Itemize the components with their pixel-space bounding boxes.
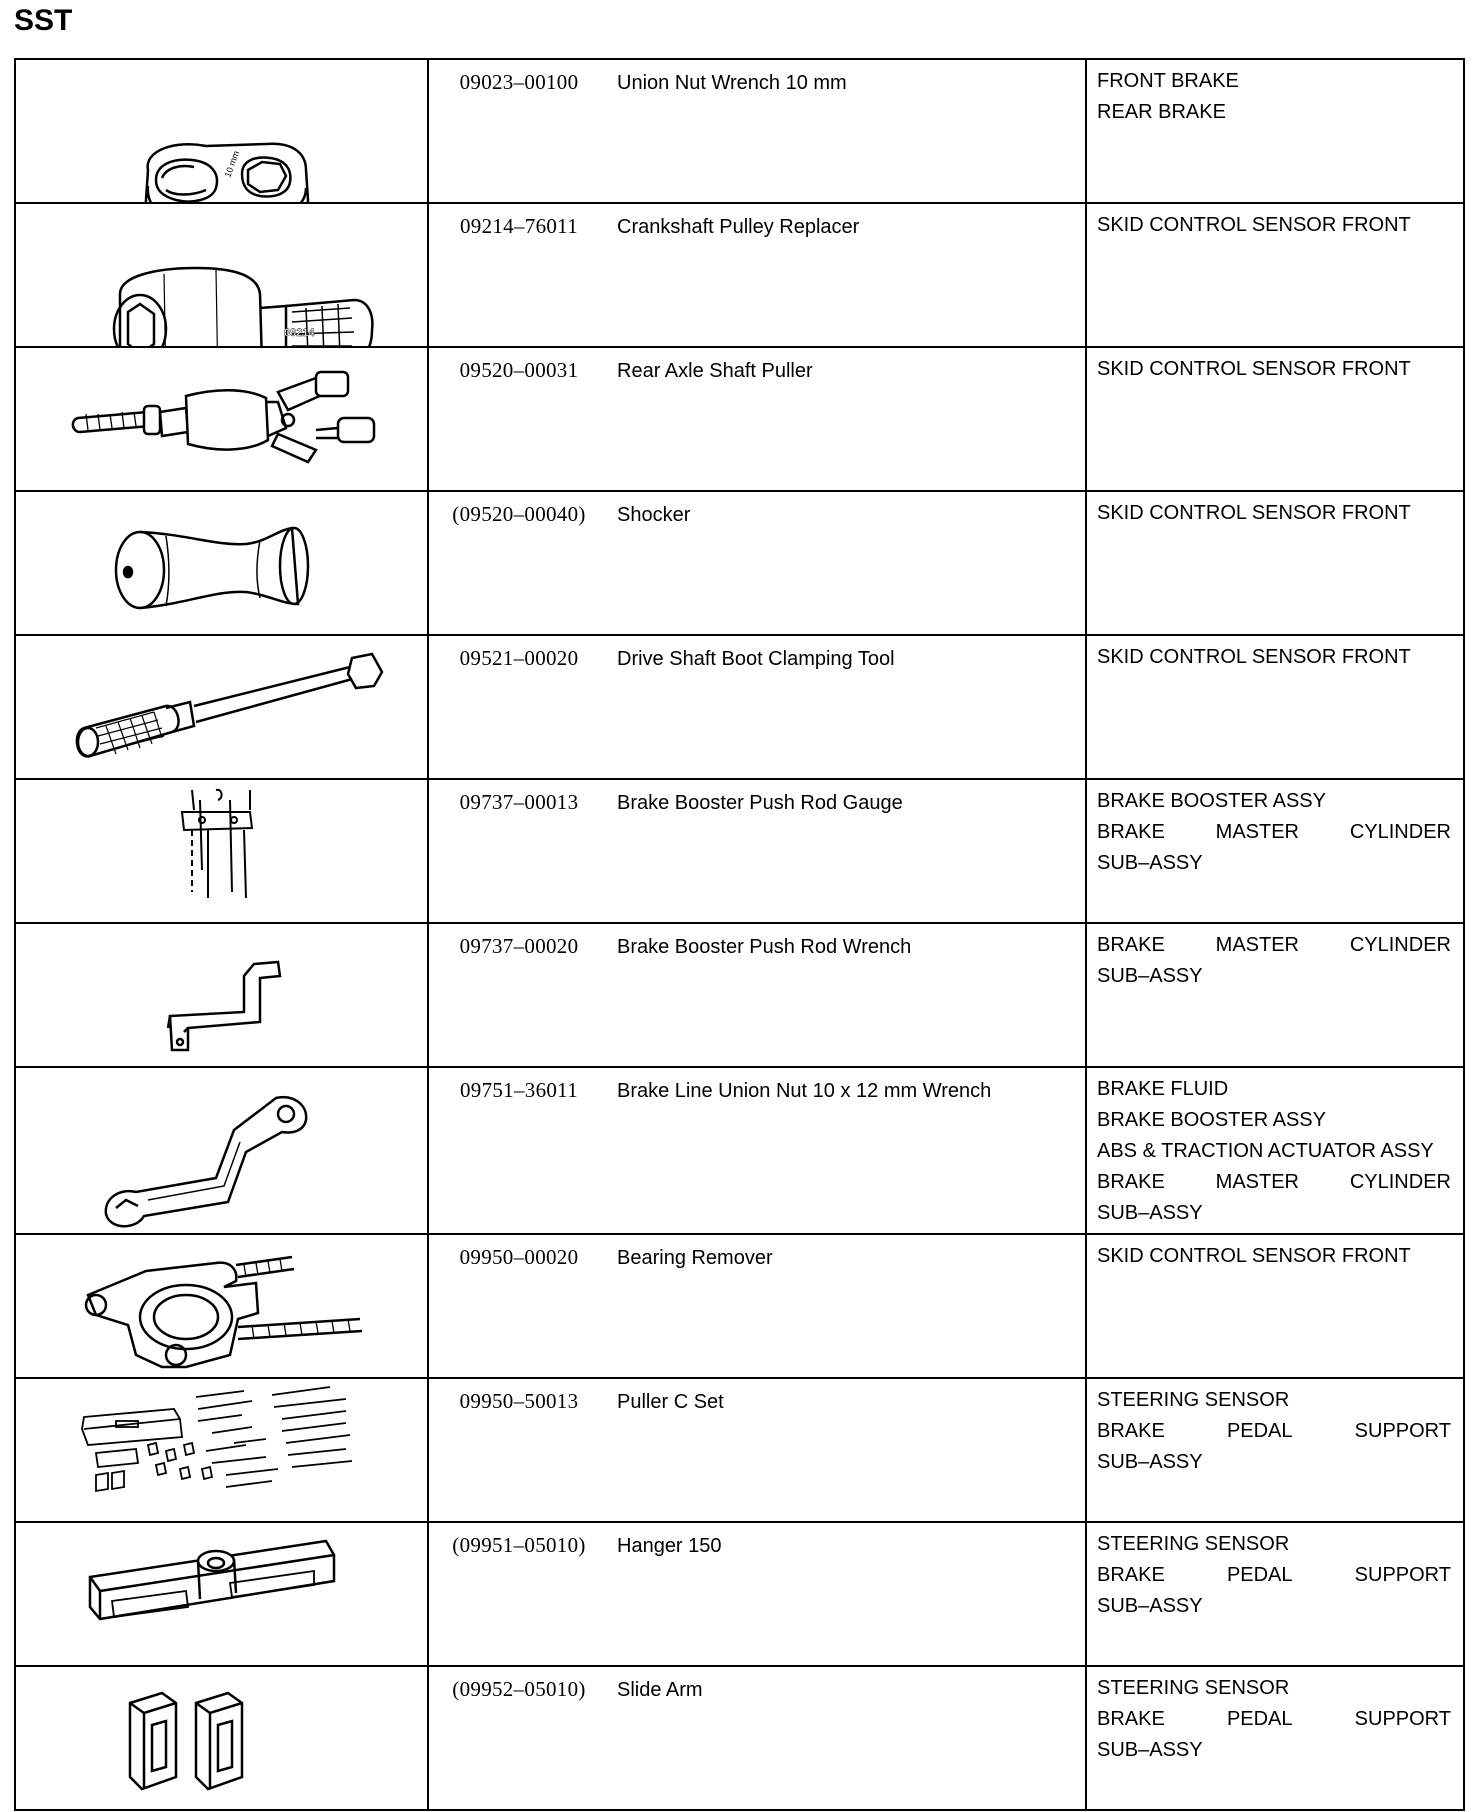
usage-word: MASTER <box>1215 821 1299 843</box>
usage-line: STEERING SENSOR <box>1097 1389 1290 1411</box>
tool-description-cell <box>428 491 1086 635</box>
part-number: 09950–50013 <box>459 1389 579 1413</box>
usage-line: SUB–ASSY <box>1097 1739 1203 1761</box>
usage-line <box>1097 1560 1451 1591</box>
part-number: 09737–00020 <box>459 934 579 958</box>
usage-line: SUB–ASSY <box>1097 1595 1203 1617</box>
bearing-remover-illustration <box>16 1235 426 1377</box>
usage-cell <box>1086 347 1464 491</box>
usage-cell <box>1086 1378 1464 1522</box>
part-number: (09952–05010) <box>452 1677 586 1701</box>
puller-c-set-illustration <box>16 1379 426 1521</box>
rear-axle-shaft-puller-illustration <box>16 348 426 490</box>
usage-cell <box>1086 203 1464 347</box>
tool-name: Puller C Set <box>617 1391 724 1413</box>
tool-illustration-cell <box>15 1067 428 1234</box>
tool-name: Brake Booster Push Rod Wrench <box>617 936 912 958</box>
usage-line: SUB–ASSY <box>1097 965 1203 987</box>
part-number: 09751–36011 <box>459 1078 579 1102</box>
sst-table <box>14 58 1465 1811</box>
tool-row <box>15 1522 1464 1666</box>
tool-illustration-cell <box>15 203 428 347</box>
usage-word: SUPPORT <box>1354 1708 1451 1730</box>
tool-description-cell <box>428 1666 1086 1810</box>
tool-description-cell <box>428 59 1086 203</box>
usage-cell <box>1086 635 1464 779</box>
usage-cell <box>1086 59 1464 203</box>
usage-word: CYLINDER <box>1349 821 1451 843</box>
part-number: 09214–76011 <box>459 214 579 238</box>
tool-illustration-cell <box>15 923 428 1067</box>
tool-description-cell <box>428 635 1086 779</box>
push-rod-gauge-illustration <box>16 780 426 922</box>
usage-line <box>1097 1704 1451 1735</box>
usage-word: SUPPORT <box>1354 1564 1451 1586</box>
usage-word: BRAKE <box>1097 1171 1165 1193</box>
tool-illustration-cell <box>15 59 428 203</box>
tool-illustration-cell <box>15 1522 428 1666</box>
shocker-illustration <box>16 492 426 634</box>
usage-line: BRAKE BOOSTER ASSY <box>1097 1109 1326 1131</box>
union-nut-wrench-illustration <box>16 60 426 202</box>
tool-row <box>15 779 1464 923</box>
usage-cell <box>1086 1522 1464 1666</box>
tool-name: Rear Axle Shaft Puller <box>617 360 813 382</box>
usage-line <box>1097 930 1451 961</box>
part-number: 09520–00031 <box>459 358 579 382</box>
tool-row <box>15 1666 1464 1810</box>
usage-line: BRAKE BOOSTER ASSY <box>1097 790 1326 812</box>
tool-description-cell <box>428 1522 1086 1666</box>
tool-illustration-cell <box>15 491 428 635</box>
tool-name: Crankshaft Pulley Replacer <box>617 216 860 238</box>
usage-word: PEDAL <box>1226 1420 1293 1442</box>
tool-description-cell <box>428 203 1086 347</box>
drive-shaft-boot-clamping-tool-illustration <box>16 636 426 778</box>
tool-row <box>15 347 1464 491</box>
crankshaft-pulley-replacer-illustration <box>16 204 426 346</box>
usage-word: BRAKE <box>1097 1564 1165 1586</box>
usage-word: PEDAL <box>1226 1708 1293 1730</box>
tool-row <box>15 491 1464 635</box>
tool-description-cell <box>428 923 1086 1067</box>
usage-word: BRAKE <box>1097 1708 1165 1730</box>
tool-name: Slide Arm <box>617 1679 703 1701</box>
tool-illustration-cell <box>15 1234 428 1378</box>
tool-row <box>15 203 1464 347</box>
tool-name: Hanger 150 <box>617 1535 722 1557</box>
usage-cell <box>1086 923 1464 1067</box>
usage-word: BRAKE <box>1097 1420 1165 1442</box>
usage-word: MASTER <box>1215 1171 1299 1193</box>
usage-cell <box>1086 1067 1464 1234</box>
page-title: SST <box>14 4 73 37</box>
tool-description-cell <box>428 347 1086 491</box>
tool-description-cell <box>428 1067 1086 1234</box>
tool-illustration-cell <box>15 1666 428 1810</box>
usage-line: ABS & TRACTION ACTUATOR ASSY <box>1097 1140 1434 1162</box>
usage-line: SUB–ASSY <box>1097 1451 1203 1473</box>
usage-line: STEERING SENSOR <box>1097 1533 1290 1555</box>
usage-line <box>1097 1167 1451 1198</box>
usage-line <box>1097 1416 1451 1447</box>
tool-description-cell <box>428 1234 1086 1378</box>
usage-line: SUB–ASSY <box>1097 852 1203 874</box>
part-number: 09737–00013 <box>459 790 579 814</box>
tool-illustration-cell <box>15 1378 428 1522</box>
usage-cell <box>1086 491 1464 635</box>
usage-cell <box>1086 1234 1464 1378</box>
usage-line: SKID CONTROL SENSOR FRONT <box>1097 1245 1411 1267</box>
usage-cell <box>1086 1666 1464 1810</box>
tool-row <box>15 59 1464 203</box>
tool-name: Shocker <box>617 504 691 526</box>
usage-line: FRONT BRAKE <box>1097 70 1239 92</box>
tool-name: Union Nut Wrench 10 mm <box>617 72 847 94</box>
part-number: (09951–05010) <box>452 1533 586 1557</box>
tool-name: Drive Shaft Boot Clamping Tool <box>617 648 895 670</box>
wrench-stamp-text: 10 mm <box>222 149 242 179</box>
usage-word: BRAKE <box>1097 934 1165 956</box>
tool-row <box>15 1378 1464 1522</box>
union-nut-wrench-10x12-illustration <box>16 1068 426 1233</box>
usage-word: SUPPORT <box>1354 1420 1451 1442</box>
usage-word: CYLINDER <box>1349 1171 1451 1193</box>
tool-illustration-cell <box>15 635 428 779</box>
tool-name: Bearing Remover <box>617 1247 773 1269</box>
usage-line: SKID CONTROL SENSOR FRONT <box>1097 358 1411 380</box>
tool-description-cell <box>428 779 1086 923</box>
part-number: 09521–00020 <box>459 646 579 670</box>
usage-line <box>1097 817 1451 848</box>
hanger-150-illustration <box>16 1523 426 1665</box>
usage-word: PEDAL <box>1226 1564 1293 1586</box>
push-rod-wrench-illustration <box>16 924 426 1066</box>
usage-line: SKID CONTROL SENSOR FRONT <box>1097 502 1411 524</box>
tool-row <box>15 923 1464 1067</box>
usage-line: REAR BRAKE <box>1097 101 1226 123</box>
usage-cell <box>1086 779 1464 923</box>
tool-description-cell <box>428 1378 1086 1522</box>
usage-word: MASTER <box>1215 934 1299 956</box>
part-number: (09520–00040) <box>452 502 586 526</box>
slide-arm-illustration <box>16 1667 426 1809</box>
usage-line: BRAKE FLUID <box>1097 1078 1229 1100</box>
usage-word: BRAKE <box>1097 821 1165 843</box>
usage-line: STEERING SENSOR <box>1097 1677 1290 1699</box>
tool-name: Brake Line Union Nut 10 x 12 mm Wrench <box>617 1080 992 1102</box>
part-number: 09950–00020 <box>459 1245 579 1269</box>
usage-word: CYLINDER <box>1349 934 1451 956</box>
replacer-stamp-text: 09214 <box>284 327 315 339</box>
tool-name: Brake Booster Push Rod Gauge <box>617 792 903 814</box>
tool-row <box>15 1234 1464 1378</box>
usage-line: SUB–ASSY <box>1097 1202 1203 1224</box>
tool-illustration-cell <box>15 347 428 491</box>
tool-row <box>15 635 1464 779</box>
tool-row <box>15 1067 1464 1234</box>
usage-line: SKID CONTROL SENSOR FRONT <box>1097 214 1411 236</box>
part-number: 09023–00100 <box>459 70 579 94</box>
tool-illustration-cell <box>15 779 428 923</box>
usage-line: SKID CONTROL SENSOR FRONT <box>1097 646 1411 668</box>
